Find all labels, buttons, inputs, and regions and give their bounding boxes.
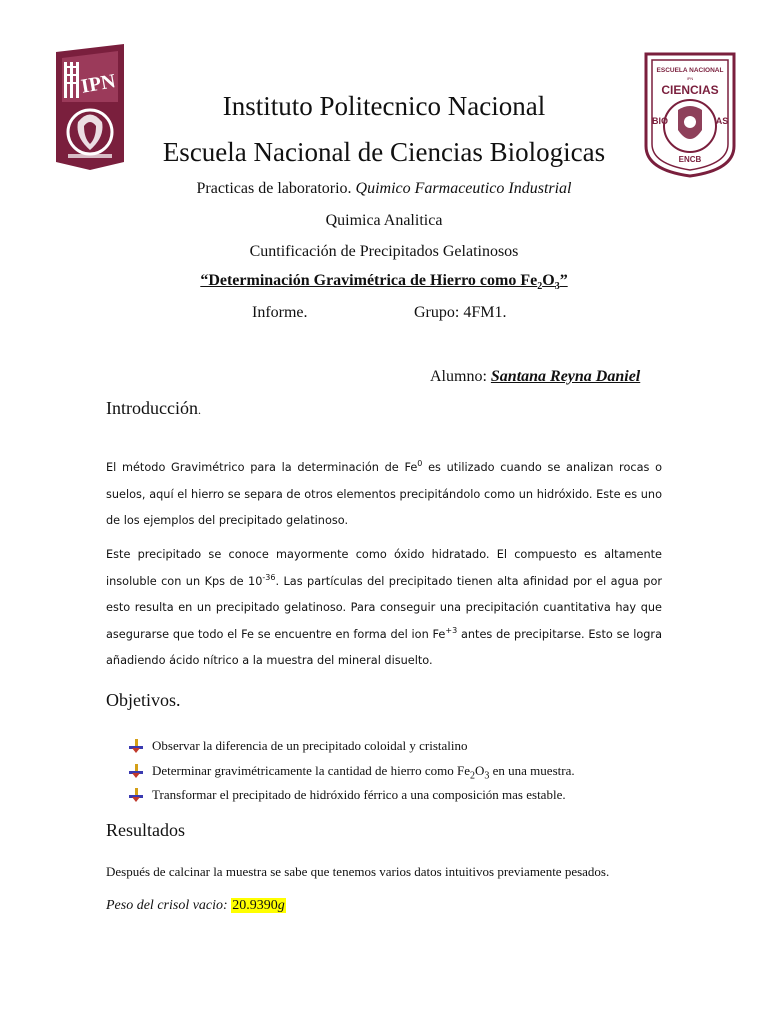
- svg-text:ENCB: ENCB: [678, 155, 702, 164]
- institution-name: Instituto Politecnico Nacional: [222, 91, 546, 121]
- course-line: [0, 179, 768, 199]
- svg-text:ESCUELA NACIONAL: ESCUELA NACIONAL: [656, 67, 724, 74]
- course-prefix: Practicas de laboratorio.: [196, 180, 352, 197]
- svg-text:AS: AS: [715, 116, 729, 126]
- topic: Cuntificación de Precipitados Gelatinosos: [249, 243, 519, 260]
- intro-paragraph-2: Este precipitado se conoce mayormente como óxido hidratado. El compuesto es altamente insoluble con un Kps de $10^{-36}$. Las partículas del precipitado tienen alta afinidad por el agua por esto resulta en un precipitado gelatinoso. Para conseguir una precipitación cuantitativa hay que asegurarse que todo el Fe se encuentre en forma del ion $Fe^{+3}$ antes de precipitarse. Esto se logra añadiendo ácido nítrico a la muestra del mineral disuelto.: [106, 548, 662, 667]
- list-item: Transformar el precipitado de hidróxido férrico a una composición mas estable.: [128, 783, 575, 808]
- course-program: Quimico Farmaceutico Industrial: [355, 180, 572, 197]
- list-item: Determinar gravimétricamente la cantidad de hierro como $Fe_2O_3$ en una muestra.: [128, 759, 575, 784]
- svg-text:IPN: IPN: [79, 70, 118, 98]
- svg-text:CIENCIAS: CIENCIAS: [661, 83, 719, 97]
- student-name: Santana Reyna Daniel: [490, 368, 641, 385]
- school-name: Escuela Nacional de Ciencias Biologicas: [162, 137, 606, 167]
- list-item: Observar la diferencia de un precipitado coloidal y cristalino: [128, 734, 575, 759]
- objectives-heading: Objetivos.: [106, 690, 181, 710]
- svg-text:BIO: BIO: [651, 116, 669, 126]
- svg-text:IPN: IPN: [686, 76, 694, 81]
- group-label: Grupo: 4FM1.: [414, 304, 507, 321]
- report-label: Informe.: [252, 304, 308, 321]
- intro-paragraph-1: El método Gravimétrico para la determinación de Fe$^0$ es utilizado cuando se analizan rocas o suelos, aquí el hierro se separa de otros elementos precipitándolo como un hidróxido. Este es uno de los ejemplos del precipitado gelatinoso.: [106, 459, 662, 527]
- report-title: “Determinación Gravimétrica de Hierro como $Fe_2O_3$”: [200, 272, 568, 293]
- bullet-arrow-icon: [128, 764, 144, 778]
- results-text: Después de calcinar la muestra se sabe que tenemos varios datos intuitivos previamente pesados.: [106, 864, 610, 879]
- subject: Quimica Analitica: [325, 212, 443, 229]
- student-line: [430, 367, 640, 387]
- weight-value: 20.9390g: [232, 898, 285, 913]
- intro-heading: Introducción.: [106, 398, 201, 418]
- results-heading: Resultados: [106, 820, 185, 840]
- weight-label: Peso del crisol vacio:: [106, 898, 228, 913]
- bullet-arrow-icon: [128, 788, 144, 802]
- student-label: Alumno:: [430, 368, 487, 385]
- objectives-list: [128, 734, 575, 808]
- crucible-weight-line: [106, 898, 286, 914]
- bullet-arrow-icon: [128, 739, 144, 753]
